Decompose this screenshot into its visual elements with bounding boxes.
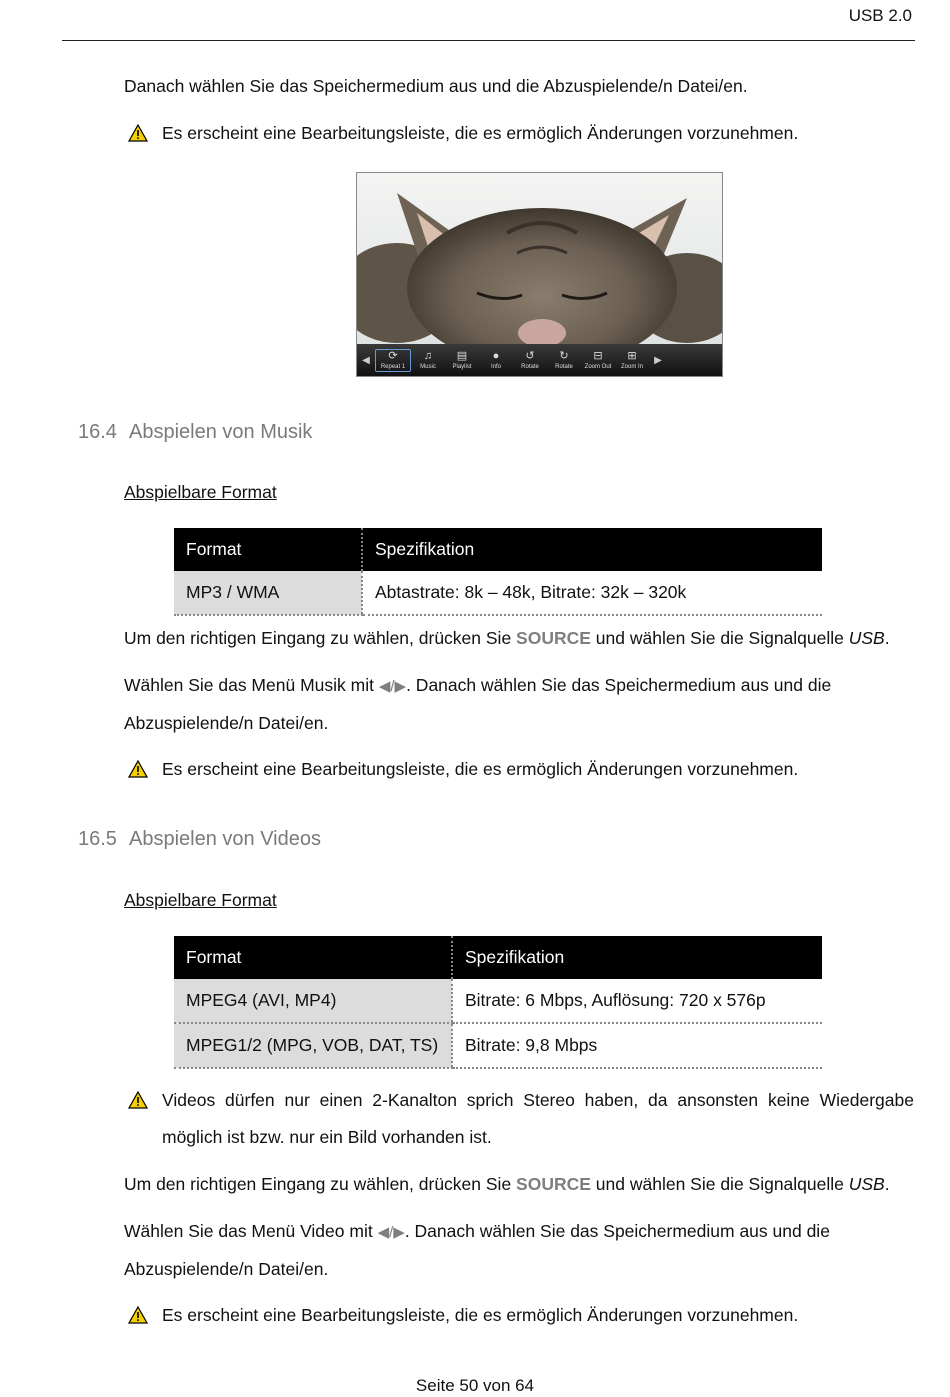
toolbar-info-button[interactable]: [479, 350, 513, 371]
table-cell-format: MPEG4 (AVI, MP4): [174, 979, 452, 1023]
intro-paragraph: Danach wählen Sie das Speichermedium aus und die Abzuspielende/n Datei/en.: [124, 76, 748, 96]
warning-icon: [128, 124, 148, 142]
text-run: und wählen Sie die Signalquelle: [590, 1174, 849, 1194]
warning-icon: [128, 760, 148, 778]
table-cell-spec: Bitrate: 9,8 Mbps: [452, 1023, 822, 1068]
zoom-in-icon: ⊞: [627, 349, 637, 362]
rotate-left-icon: ↺: [525, 349, 535, 362]
music-warning-text: Es erscheint eine Bearbeitungsleiste, die es ermöglich Änderungen vorzunehmen.: [162, 759, 799, 779]
left-right-arrows-icon: ◀/▶: [377, 1224, 405, 1241]
text-line: möglich ist bzw. nur ein Bild vorhanden ist.: [162, 1127, 492, 1147]
toolbar-rotate-left-button[interactable]: [513, 350, 547, 371]
media-toolbar[interactable]: [357, 344, 722, 376]
toolbar-label: Zoom Out: [584, 363, 612, 370]
text-run: . Danach wählen Sie das Speichermedium aus und die: [406, 675, 832, 695]
section-heading-music: [78, 421, 312, 444]
toolbar-label: Rotate: [555, 363, 573, 370]
source-key-label: SOURCE: [516, 628, 591, 648]
section-number: 16.4: [78, 421, 117, 443]
text-line: Videos dürfen nur einen 2-Kanalton sprich Stereo haben, da ansonsten keine Wiedergabe: [162, 1090, 914, 1110]
table-cell-spec: Abtastrate: 8k – 48k, Bitrate: 32k – 320k: [362, 571, 822, 615]
text-run: . Danach wählen Sie das Speichermedium aus und die: [404, 1221, 830, 1241]
video-subheading: Abspielbare Format: [124, 890, 277, 910]
left-right-arrows-icon: ◀/▶: [378, 678, 407, 695]
table-header-spec: Spezifikation: [452, 936, 822, 979]
text-run: Wählen Sie das Menü Video mit: [124, 1221, 378, 1241]
section-number: 16.5: [78, 828, 117, 850]
toolbar-label: Music: [420, 363, 436, 370]
toolbar-label: Rotate: [521, 363, 539, 370]
info-icon: ●: [492, 349, 500, 362]
toolbar-zoom-in-button[interactable]: [615, 350, 649, 371]
usb-label: USB: [848, 1174, 885, 1194]
warning-icon: [128, 1306, 148, 1324]
music-subheading: Abspielbare Format: [124, 482, 277, 502]
table-header-format: Format: [174, 528, 362, 571]
warning-icon: [128, 1091, 148, 1109]
usb-label: USB: [848, 628, 885, 648]
text-run: Abzuspielende/n Datei/en.: [124, 1259, 329, 1279]
kitten-image: [357, 173, 722, 344]
intro-warning-text: Es erscheint eine Bearbeitungsleiste, die es ermöglich Änderungen vorzunehmen.: [162, 123, 799, 143]
video-format-table: [174, 936, 822, 1069]
section-title: Abspielen von Musik: [129, 421, 313, 443]
table-header-format: Format: [174, 936, 452, 979]
music-note-icon: ♫: [423, 349, 433, 362]
table-header-row: [174, 936, 822, 979]
playlist-icon: ▤: [456, 349, 468, 362]
text-run: Abzuspielende/n Datei/en.: [124, 713, 329, 733]
video-warning-text: Es erscheint eine Bearbeitungsleiste, die es ermöglich Änderungen vorzunehmen.: [162, 1305, 799, 1325]
toolbar-music-button[interactable]: [411, 350, 445, 371]
video-menu-paragraph: [124, 1213, 914, 1288]
table-row: [174, 979, 822, 1023]
repeat-icon: ⟳: [388, 349, 398, 362]
text-run: Um den richtigen Eingang zu wählen, drücken Sie: [124, 628, 517, 648]
video-source-paragraph: [124, 1166, 914, 1203]
toolbar-label: Zoom In: [620, 363, 643, 370]
text-run: Um den richtigen Eingang zu wählen, drücken Sie: [124, 1174, 517, 1194]
table-row: [174, 1023, 822, 1068]
section-title: Abspielen von Videos: [129, 828, 321, 850]
toolbar-playlist-button[interactable]: [445, 350, 479, 371]
text-run: .: [884, 1174, 890, 1194]
text-run: .: [884, 628, 890, 648]
kitten-screenshot: [356, 172, 723, 377]
toolbar-zoom-out-button[interactable]: [581, 350, 615, 371]
toolbar-label: Info: [490, 363, 501, 370]
music-source-paragraph: [124, 620, 914, 657]
table-cell-format: MPEG1/2 (MPG, VOB, DAT, TS): [174, 1023, 452, 1068]
toolbar-label: Repeat 1: [380, 363, 406, 370]
toolbar-rotate-right-button[interactable]: [547, 350, 581, 371]
table-header-spec: Spezifikation: [362, 528, 822, 571]
toolbar-left-arrow[interactable]: ◀: [362, 354, 370, 366]
header-rule: [62, 40, 915, 41]
running-header: USB 2.0: [848, 6, 912, 25]
toolbar-right-arrow[interactable]: ▶: [654, 354, 662, 366]
table-cell-format: MP3 / WMA: [174, 571, 362, 615]
toolbar-repeat-button[interactable]: [375, 349, 411, 372]
text-run: Wählen Sie das Menü Musik mit: [124, 675, 379, 695]
table-header-row: [174, 528, 822, 571]
page-number: Seite 50 von 64: [415, 1376, 535, 1395]
music-menu-paragraph: [124, 667, 914, 742]
music-format-table: [174, 528, 822, 616]
text-run: und wählen Sie die Signalquelle: [590, 628, 849, 648]
source-key-label: SOURCE: [516, 1174, 591, 1194]
section-heading-video: [78, 828, 321, 851]
table-cell-spec: Bitrate: 6 Mbps, Auflösung: 720 x 576p: [452, 979, 822, 1023]
table-row: [174, 571, 822, 615]
toolbar-label: Playlist: [452, 363, 472, 370]
zoom-out-icon: ⊟: [593, 349, 603, 362]
video-warning-stereo: [162, 1082, 914, 1156]
rotate-right-icon: ↻: [559, 349, 569, 362]
